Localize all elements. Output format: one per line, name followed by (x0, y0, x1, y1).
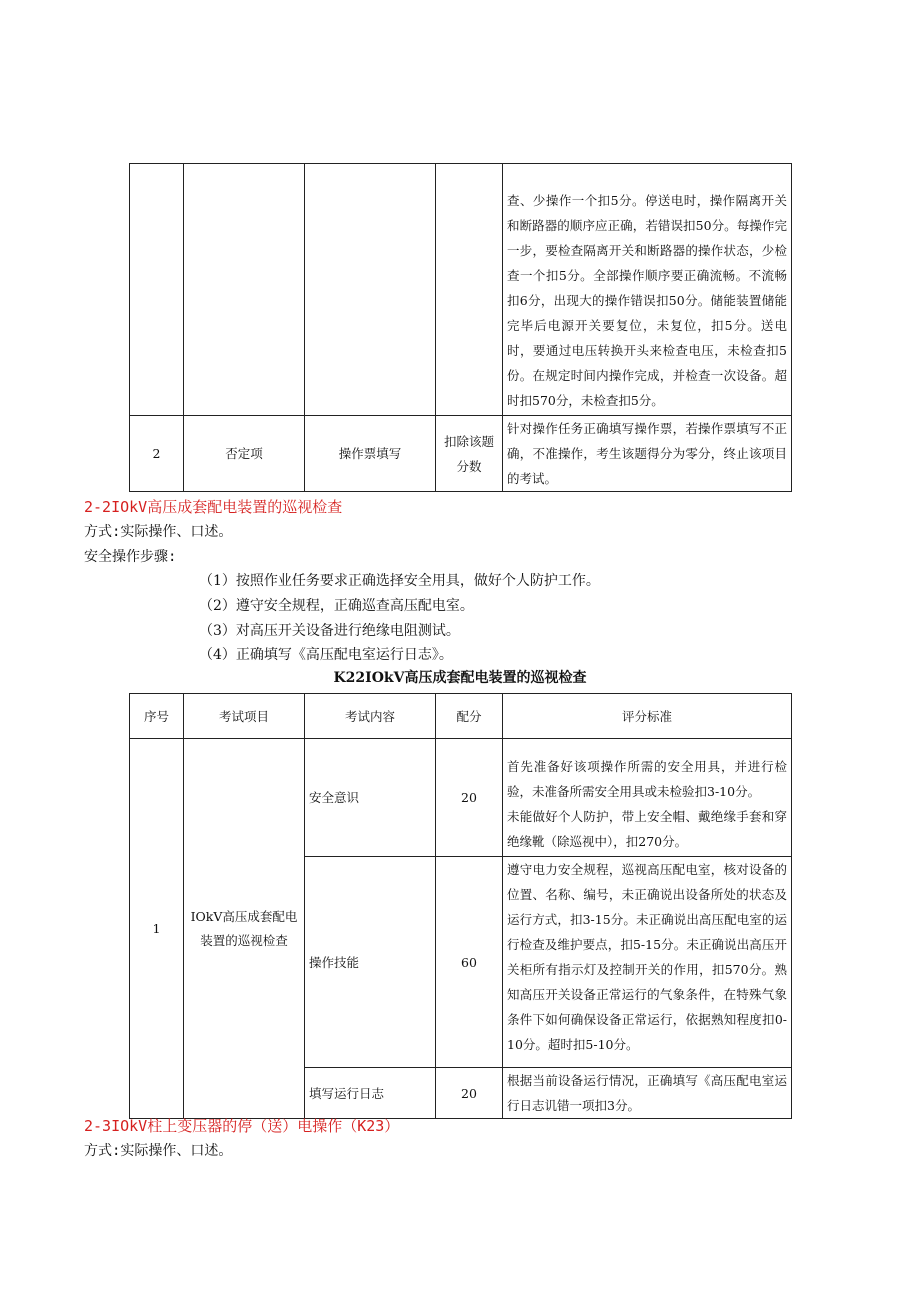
scoring-table-continued (129, 163, 792, 492)
row-number: 2 (130, 416, 184, 492)
table-row (130, 164, 792, 416)
criteria-cell: 遵守电力安全规程，巡视高压配电室，核对设备的位置、名称、编号，未正确说出设备所处的状态及运行方式，扣3-15分。未正确说出高压配电室的运行检查及维护要点，扣5-15分。未正确说出高压开关柜所有指示灯及控制开关的作用，扣570分。熟知高压开关设备正常运行的气象条件，在特殊气象条件下如何确保设备正常运行，依据熟知程度扣0-10分。超时扣5-10分。 (503, 857, 792, 1068)
header-cell: 考试项目 (184, 694, 305, 739)
criteria-line: 未能做好个人防护，带上安全帽、戴绝缘手套和穿绝缘靴（除巡视中），扣270分。 (507, 808, 787, 849)
exam-content: 填写运行日志 (305, 1068, 436, 1119)
table-row (130, 739, 792, 857)
method-text: 方式:实际操作、口述。 (84, 1143, 233, 1159)
criteria-cell: 针对操作任务正确填写操作票，若操作票填写不正确，不准操作，考生该题得分为零分，终止该项目的考试。 (503, 416, 792, 492)
criteria-cell: 查、少操作一个扣5分。停送电时，操作隔离开关和断路器的顺序应正确，若错误扣50分。每操作完一步，要检查隔离开关和断路器的操作状态，少检查一个扣5分。全部操作顺序要正确流畅。不流畅扣6分，出现大的操作错误扣50分。储能装置储能完毕后电源开关要复位，未复位，扣5分。送电时，要通过电压转换开头来检查电压，未检查扣5份。在规定时间内操作完成，并检查一次设备。超时扣570分，未检查扣5分。 (503, 164, 792, 416)
section-heading: 2-2IOkV高压成套配电装置的巡视检查 (84, 498, 343, 516)
table-cell (305, 164, 436, 416)
table-caption: K22IOkV高压成套配电装置的巡视检查 (333, 670, 587, 686)
method-text: 方式:实际操作、口述。 (84, 524, 233, 540)
score-cell: 扣除该题分数 (436, 416, 503, 492)
steps-label: 安全操作步骤: (84, 549, 177, 565)
exam-item: 否定项 (184, 416, 305, 492)
exam-content: 操作票填写 (305, 416, 436, 492)
header-cell: 配分 (436, 694, 503, 739)
exam-content: 操作技能 (305, 857, 436, 1068)
score-cell: 60 (436, 857, 503, 1068)
criteria-line: 首先准备好该项操作所需的安全用具，并进行检验，未准备所需安全用具或未检验扣3-10分。 (507, 758, 787, 799)
score-cell: 20 (436, 1068, 503, 1119)
step-item: （4）正确填写《高压配电室运行日志》。 (199, 647, 453, 663)
section-heading: 2-3IOkV柱上变压器的停（送）电操作（K23） (84, 1117, 400, 1135)
table-header-row (130, 694, 792, 739)
scoring-table (129, 693, 792, 1119)
table-row (130, 416, 792, 492)
criteria-cell: 根据当前设备运行情况，正确填写《高压配电室运行日志讥错一项扣3分。 (503, 1068, 792, 1119)
step-item: （3）对高压开关设备进行绝缘电阻测试。 (199, 623, 460, 639)
exam-content: 安全意识 (305, 739, 436, 857)
step-item: （2）遵守安全规程，正确巡查高压配电室。 (199, 598, 474, 614)
table-cell (130, 164, 184, 416)
table-cell (436, 164, 503, 416)
criteria-cell (503, 739, 792, 857)
step-item: （1）按照作业任务要求正确选择安全用具，做好个人防护工作。 (199, 573, 600, 589)
header-cell: 考试内容 (305, 694, 436, 739)
header-cell: 评分标准 (503, 694, 792, 739)
table-cell (184, 164, 305, 416)
score-cell: 20 (436, 739, 503, 857)
row-number: 1 (130, 739, 184, 1119)
exam-item: IOkV高压成套配电装置的巡视检查 (184, 739, 305, 1119)
header-cell: 序号 (130, 694, 184, 739)
